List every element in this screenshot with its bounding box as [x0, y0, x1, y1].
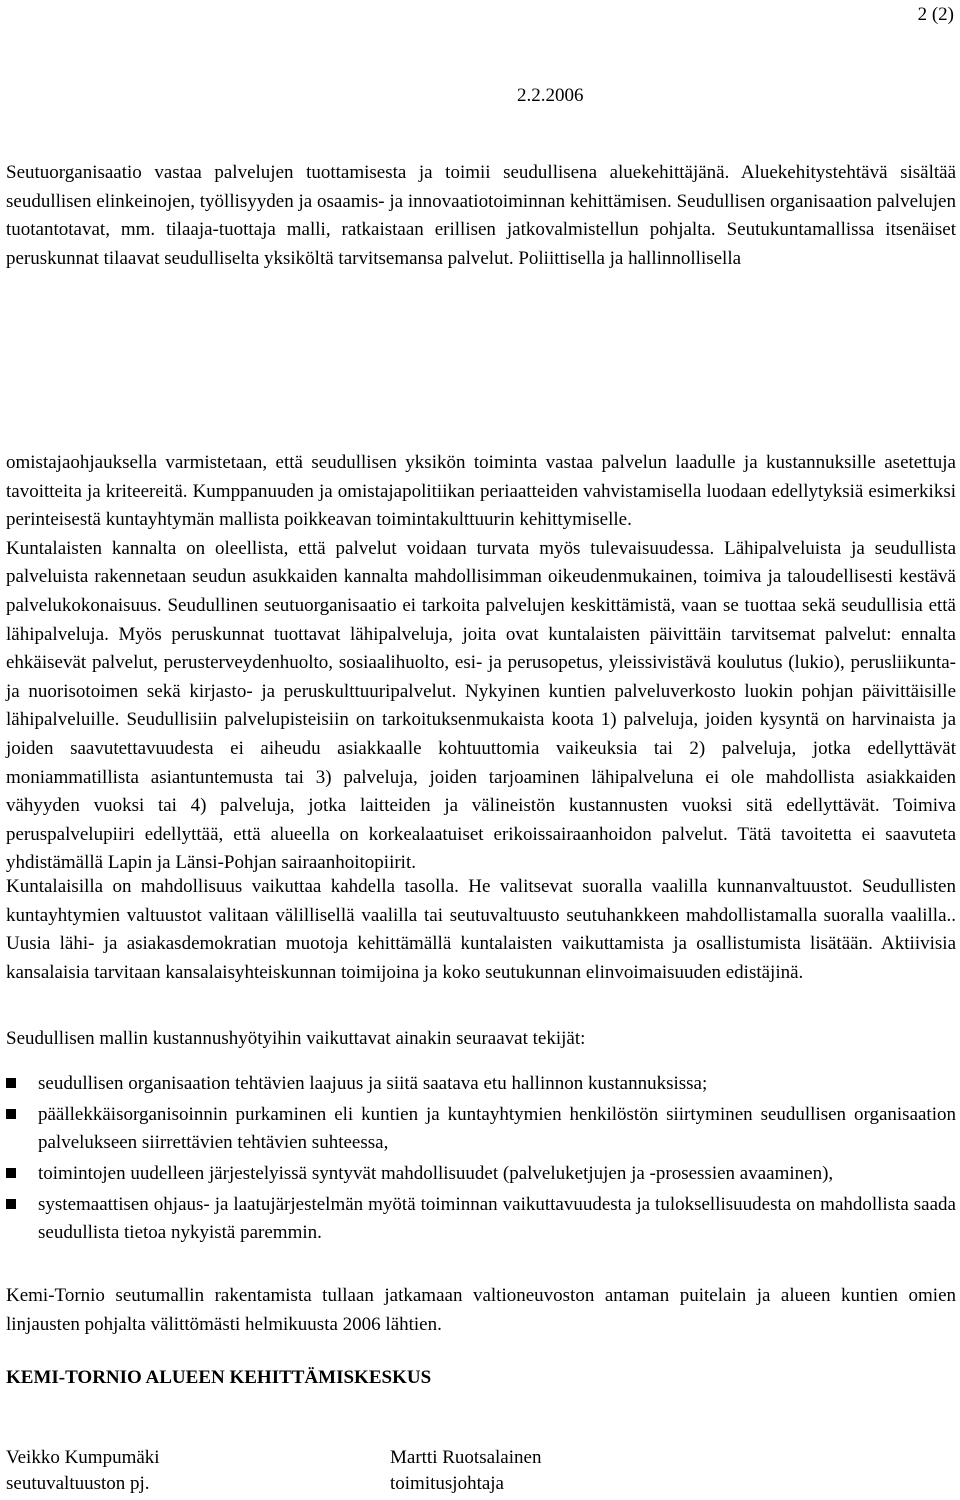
bullet-square-icon [6, 1168, 16, 1178]
signature-block-2 [390, 1445, 541, 1497]
page-number: 2 (2) [917, 4, 954, 25]
paragraph-2: omistajaohjauksella varmistetaan, että seudullisen yksikön toiminta vastaa palvelun laadulle ja kustannuksille asetettuja tavoitteita ja kriteereitä. Kumppanuuden ja omistajapolitiikan periaatteiden vahvistamisella luodaan edellytyksiä esimerkiksi perinteisestä kuntayhtymän mallista poikkeavan toimintakulttuurin kehittymiselle. Kuntalaisten kannalta on oleellista, että palvelut voidaan turvata myös tulevaisuudessa. Lähipalveluista ja seudullista palveluista rakennetaan seudun asukkaiden kannalta mahdollisimman oikeudenmukainen, toimiva ja taloudellisesti kestävä palvelukokonaisuus. Seudullinen seutuorganisaatio ei tarkoita palvelujen keskittämistä, vaan se tuottaa sekä seudullisia että lähipalveluja. Myös peruskunnat tuottavat lähipalveluja, joita ovat kuntalaisten päivittäin tarvitsemat palvelut: ennalta ehkäisevät palvelut, perusterveydenhuolto, sosiaalihuolto, esi- ja perusopetus, yleissivistävä koulutus (lukio), perusliikunta- ja nuorisotoimen sekä kirjasto- ja peruskulttuuripalvelut. Nykyinen kuntien palveluverkosto luokin pohjan päivittäisille lähipalveluille. Seudullisiin palvelupisteisiin on tarkoituksenmukaista koota 1) palveluja, joiden kysyntä on harvinaista ja joiden saavutettavuudesta ei aiheudu asiakkaalle kohtuuttomia vaikeuksia tai 2) palveluja, jotka edellyttävät moniammatillista asiantuntemusta tai 3) palveluja, joiden tarjoaminen lähipalveluna ei ole mahdollista asiakkaiden vähyyden vuoksi tai 4) palveluja, jotka laitteiden ja välineistön kustannusten vuoksi sitä edellyttävät. Toimiva peruspalvelupiiri edellyttää, että alueella on korkealaatuiset erikoissairaanhoidon palvelut. Tätä tavoitetta ei saavuteta yhdistämällä Lapin ja Länsi-Pohjan sairaanhoitopiirit. [6, 452, 956, 874]
bullet-square-icon [6, 1078, 16, 1088]
signer-title: seutuvaltuuston pj. [6, 1473, 150, 1494]
paragraph-4: Seudullisen mallin kustannushyötyihin vaikuttavat ainakin seuraavat tekijät: [6, 1028, 586, 1049]
document-date: 2.2.2006 [517, 85, 584, 106]
signer-title: toimitusjohtaja [390, 1473, 504, 1494]
signer-name: Martti Ruotsalainen [390, 1447, 542, 1468]
list-item-text: päällekkäisorganisoinnin purkaminen eli kuntien ja kuntayhtymien henkilöstön siirtyminen seudullisen organisaation palvelukseen siirrettävien tehtävien suhteessa, [38, 1104, 956, 1153]
bullet-list [6, 1070, 956, 1250]
list-item-text: systemaattisen ohjaus- ja laatujärjestelmän myötä toiminnan vaikuttavuudesta ja tuloksellisuudesta on mahdollista saada seudullista tietoa nykyistä paremmin. [38, 1194, 956, 1243]
list-item [6, 1160, 956, 1188]
signer-name: Veikko Kumpumäki [6, 1447, 160, 1468]
bullet-square-icon [6, 1109, 16, 1119]
list-item-text: seudullisen organisaation tehtävien laajuus ja siitä saatava etu hallinnon kustannuksissa; [38, 1073, 708, 1094]
paragraph-5: Kemi-Tornio seutumallin rakentamista tullaan jatkamaan valtioneuvoston antaman puitelain ja alueen kuntien omien linjausten pohjalta välittömästi helmikuusta 2006 lähtien. [6, 1285, 956, 1335]
list-item [6, 1191, 956, 1247]
organization-heading: KEMI-TORNIO ALUEEN KEHITTÄMISKESKUS [6, 1367, 432, 1388]
signature-block-1 [6, 1445, 160, 1497]
bullet-square-icon [6, 1199, 16, 1209]
list-item [6, 1070, 956, 1098]
list-item [6, 1101, 956, 1157]
list-item-text: toimintojen uudelleen järjestelyissä syntyvät mahdollisuudet (palveluketjujen ja -prosessien avaaminen), [38, 1163, 834, 1184]
paragraph-1: Seutuorganisaatio vastaa palvelujen tuottamisesta ja toimii seudullisena aluekehittäjänä. Aluekehitystehtävä sisältää seudullisen elinkeinojen, työllisyyden ja osaamis- ja innovaatiotoiminnan kehittämisen. Seudullisen organisaation palvelujen tuotantotavat, mm. tilaaja-tuottaja malli, ratkaistaan erillisen jatkovalmistellun pohjalta. Seutukuntamallissa itsenäiset peruskunnat tilaavat seudulliselta yksiköltä tarvitsemansa palvelut. Poliittisella ja hallinnollisella [6, 162, 956, 269]
paragraph-3: Kuntalaisilla on mahdollisuus vaikuttaa kahdella tasolla. He valitsevat suoralla vaalilla kunnanvaltuustot. Seudullisten kuntayhtymien valtuustot valitaan välillisellä vaalilla tai seutuvaltuusto seutuhankkeen mahdollistamalla suoralla vaalilla.. Uusia lähi- ja asiakasdemokratian muotoja kehittämällä kuntalaisten vaikuttamista ja osallistumista lisätään. Aktiivisia kansalaisia tarvitaan kansalaisyhteiskunnan toimijoina ja koko seutukunnan elinvoimaisuuden edistäjinä. [6, 876, 956, 983]
